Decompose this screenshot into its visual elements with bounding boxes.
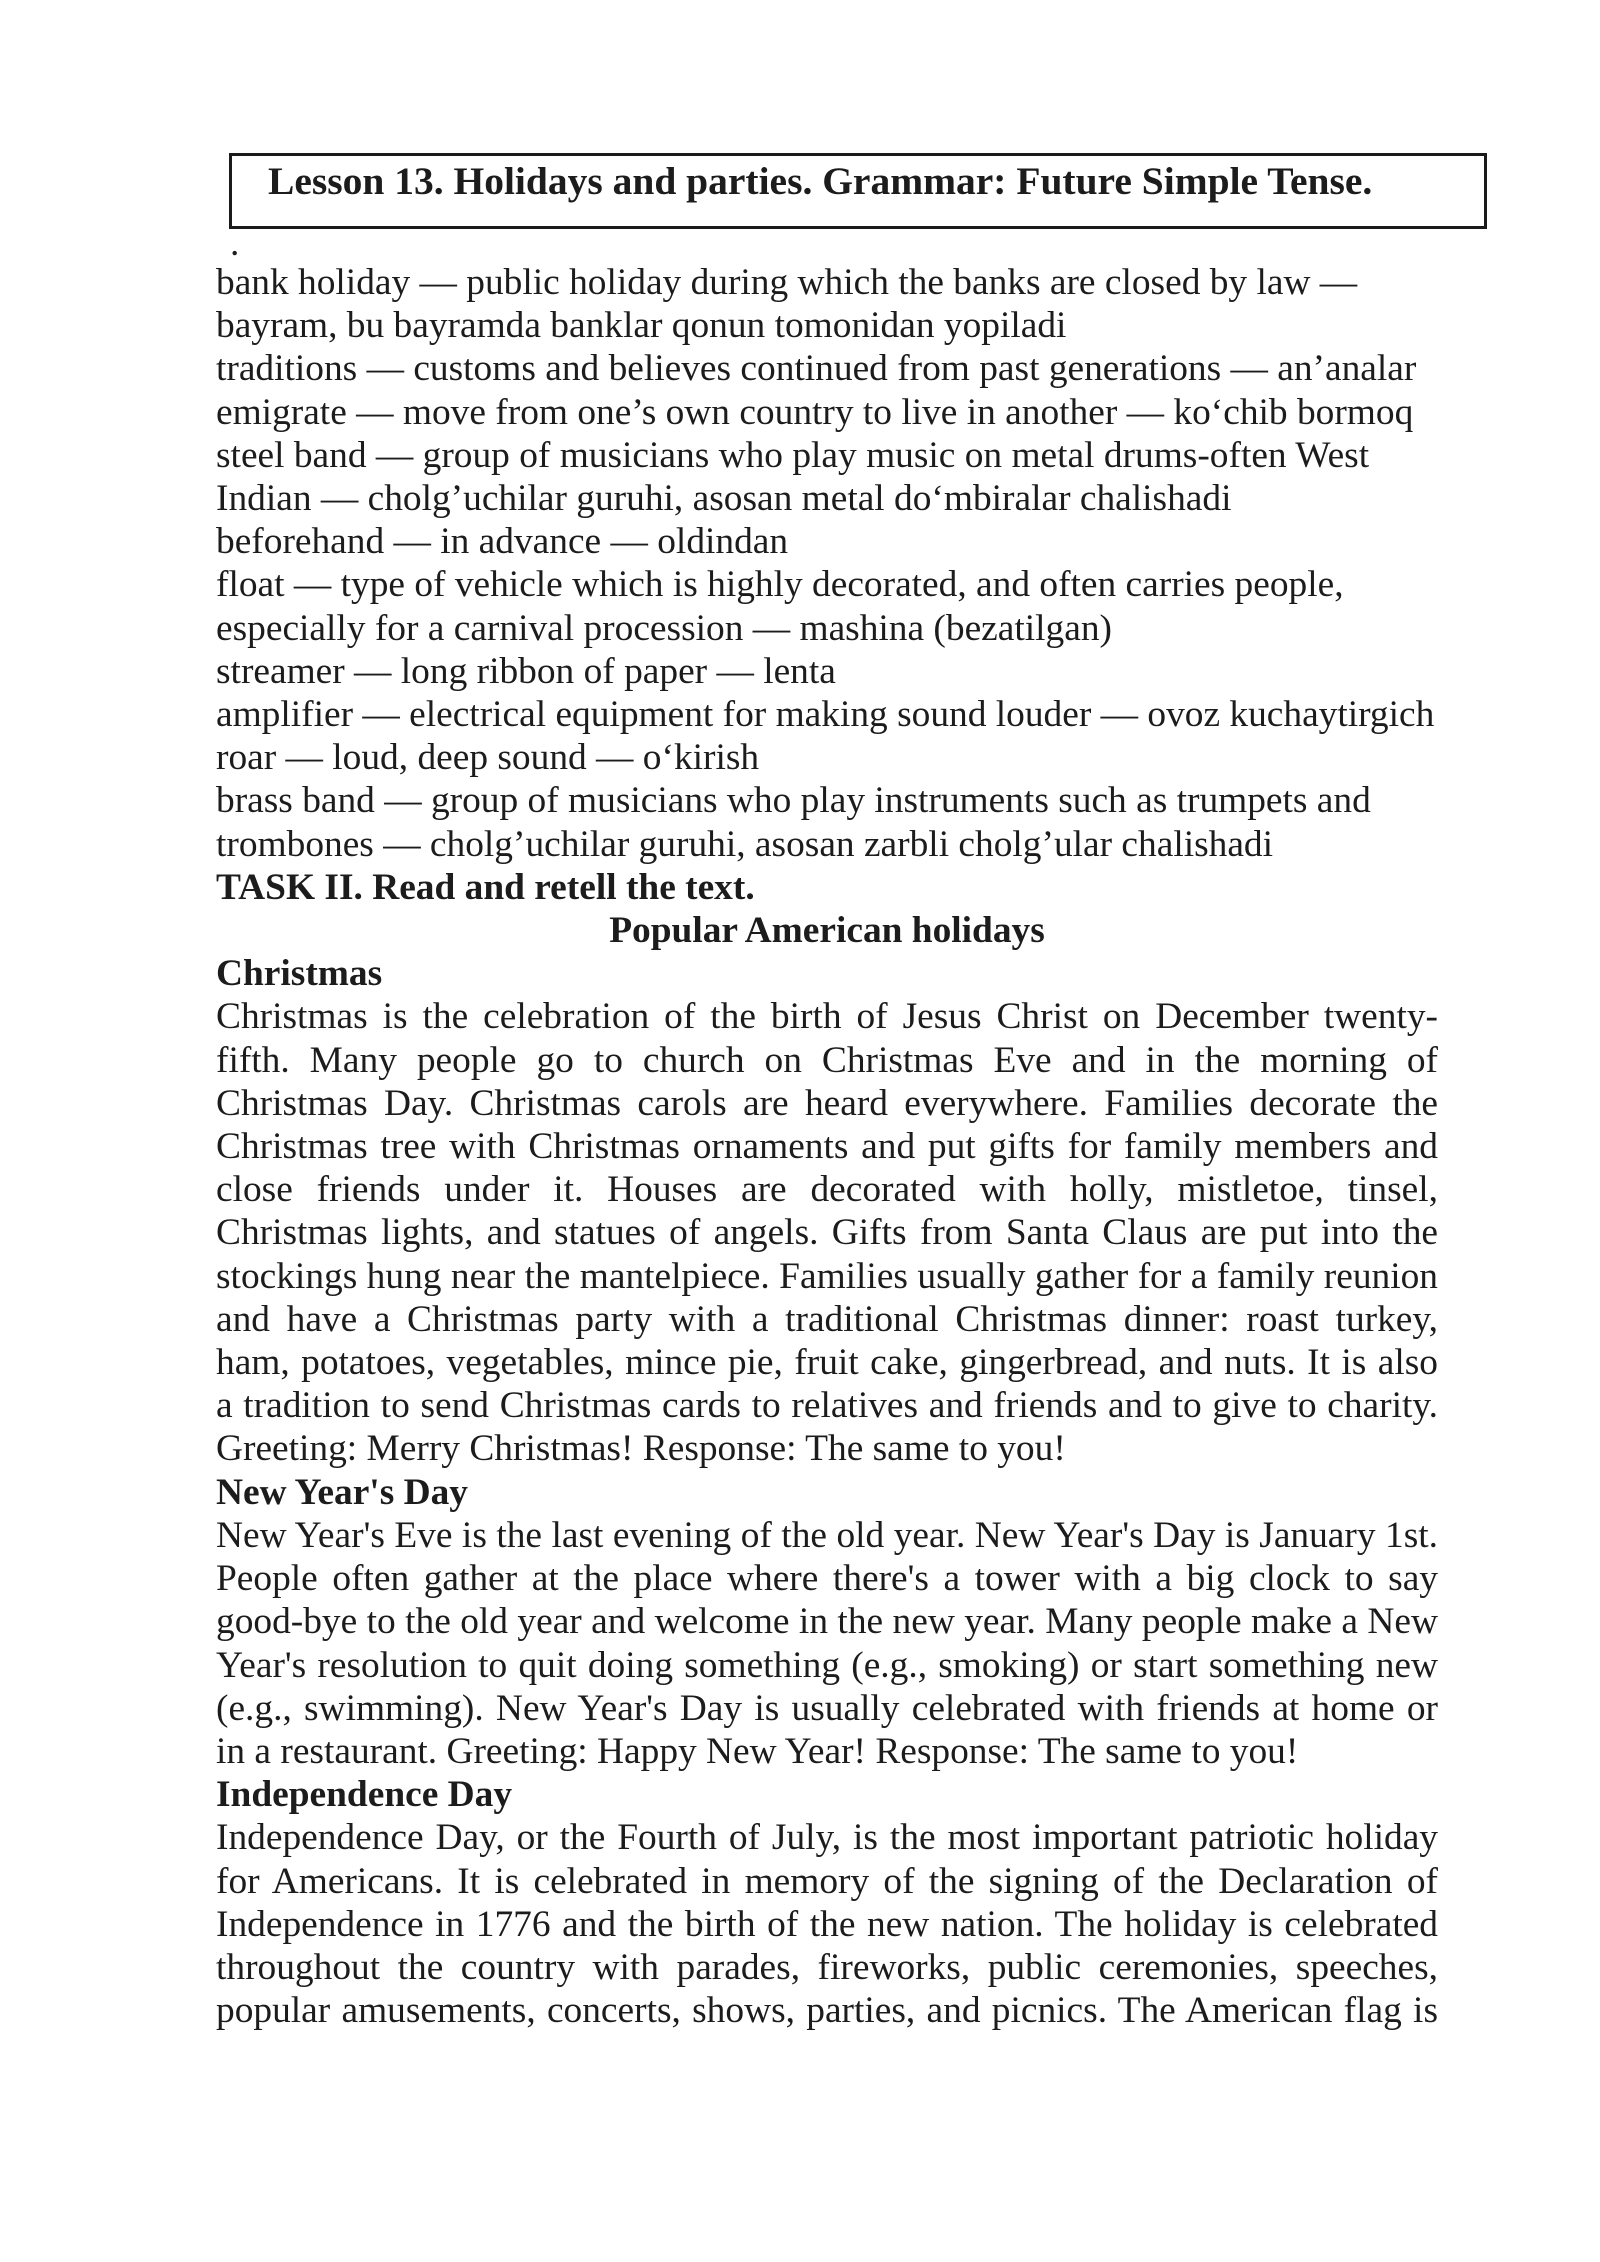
vocab-entry-brass-band: brass band — group of musicians who play instruments such as trumpets and trombones — cholg’uchilar guruhi, asosan zarbli cholg’ular chalishadi: [216, 780, 1371, 865]
section-body-new-years-day: New Year's Eve is the last evening of the old year. New Year's Day is January 1st. People often gather at the place where there's a tower with a big clock to say good-bye to the old year and welcome in the new year. Many people make a New Year's resolution to quit doing something (e.g., smoking) or start something new (e.g., swimming). New Year's Day is usually celebrated with friends at home or in a restaurant. Greeting: Happy New Year! Response: The same to you!: [216, 1514, 1438, 1772]
section-heading-independence-day: Independence Day: [216, 1774, 513, 1816]
vocab-entry-beforehand: beforehand — in advance — oldindan: [216, 521, 789, 563]
document-body: [216, 261, 1438, 2032]
section-body-christmas: Christmas is the celebration of the birth of Jesus Christ on December twenty-fifth. Many people go to church on Christmas Eve and in the morning of Christmas Day. Christmas carols are heard everywhere. Families decorate the Christmas tree with Christmas ornaments and put gifts for family members and close friends under it. Houses are decorated with holly, mistletoe, tinsel, Christmas lights, and statues of angels. Gifts from Santa Claus are put into the stockings hung near the mantelpiece. Families usually gather for a family reunion and have a Christmas party with a traditional Christmas dinner: roast turkey, ham, potatoes, vegetables, mince pie, fruit cake, gingerbread, and nuts. It is also a tradition to send Christmas cards to relatives and friends and to give to charity. Greeting: Merry Christmas! Response: The same to you!: [216, 996, 1438, 1470]
stray-period: .: [230, 223, 240, 264]
vocab-entry-steel-band: steel band — group of musicians who play music on metal drums-often West Indian — cholg’uchilar guruhi, asosan metal do‘mbiralar chalishadi: [216, 434, 1370, 520]
vocab-entry-amplifier: amplifier — electrical equipment for making sound louder — ovoz kuchaytirgich: [216, 694, 1435, 736]
lesson-title: Lesson 13. Holidays and parties. Grammar: Future Simple Tense.: [268, 159, 1373, 203]
vocab-entry-streamer: streamer — long ribbon of paper — lenta: [216, 650, 836, 692]
section-body-independence-day: Independence Day, or the Fourth of July, is the most important patriotic holiday for Americans. It is celebrated in memory of the signing of the Declaration of Independence in 1776 and the birth of the new nation. The holiday is celebrated throughout the country with parades, fireworks, public ceremonies, speeches, popular amusements, concerts, shows, parties, and picnics. The American flag is: [216, 1817, 1438, 2032]
vocab-entry-bank-holiday: bank holiday — public holiday during which the banks are closed by law — bayram, bu bayramda banklar qonun tomonidan yopiladi: [216, 262, 1358, 347]
section-heading-christmas: Christmas: [216, 953, 383, 995]
lesson-title-box: [229, 153, 1487, 229]
vocab-entry-traditions: traditions — customs and believes continued from past generations — an’analar: [216, 348, 1417, 390]
task-heading: TASK II. Read and retell the text.: [216, 866, 755, 908]
vocab-entry-roar: roar — loud, deep sound — o‘kirish: [216, 737, 760, 779]
text-title: Popular American holidays: [609, 910, 1045, 952]
vocab-entry-emigrate: emigrate — move from one’s own country to live in another — ko‘chib bormoq: [216, 391, 1414, 433]
section-heading-new-years-day: New Year's Day: [216, 1471, 468, 1513]
vocab-entry-float: float — type of vehicle which is highly decorated, and often carries people, especially for a carnival procession — mashina (bezatilgan): [216, 564, 1344, 649]
